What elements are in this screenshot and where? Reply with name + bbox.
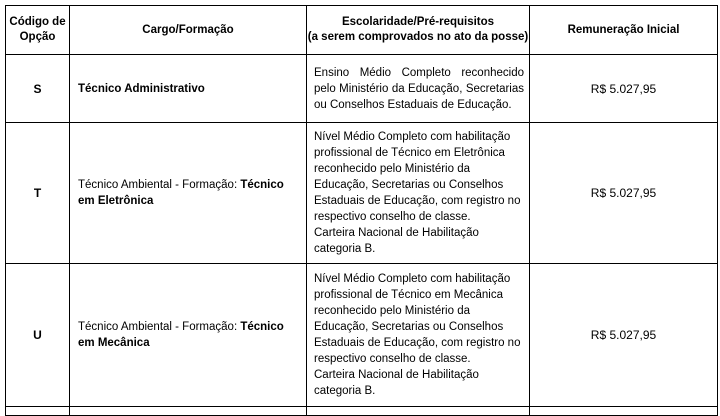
empty-cell xyxy=(6,407,70,416)
codigo-cell: U xyxy=(6,264,70,407)
positions-table xyxy=(5,5,718,416)
codigo-cell: S xyxy=(6,55,70,123)
escolaridade-text: Ensino Médio Completo reconhecido pelo Ministério da Educação, Secretarias ou Conselhos Estaduais de Educação. xyxy=(314,66,524,111)
escolaridade-cell xyxy=(307,264,530,407)
table-header-row xyxy=(6,6,718,55)
cargo-cell xyxy=(70,123,307,264)
cargo-cell xyxy=(70,55,307,123)
header-remuneracao: Remuneração Inicial xyxy=(530,6,718,55)
escolaridade-cell xyxy=(307,123,530,264)
empty-cell xyxy=(307,407,530,416)
cargo-prefix-text: Técnico Ambiental - Formação: xyxy=(78,179,241,191)
table-row-partial xyxy=(6,407,718,416)
escolaridade-cnh-text: Carteira Nacional de Habilitação categoria B. xyxy=(314,227,479,255)
header-escolaridade xyxy=(307,6,530,55)
escolaridade-cell xyxy=(307,55,530,123)
escolaridade-text: Nível Médio Completo com habilitação profissional de Técnico em Mecânica reconhecido pelo Ministério da Educação, Secretarias ou Conselhos Estaduais de Educação, com registro no respectivo conselho de classe. xyxy=(314,273,521,365)
remuneracao-cell: R$ 5.027,95 xyxy=(530,264,718,407)
cargo-bold-text: Técnico em Eletrônica xyxy=(78,179,284,207)
cargo-prefix-text: Técnico Ambiental - Formação: xyxy=(78,321,241,333)
escolaridade-cnh-text: Carteira Nacional de Habilitação categoria B. xyxy=(314,369,479,397)
empty-cell xyxy=(70,407,307,416)
cargo-cell xyxy=(70,264,307,407)
codigo-cell: T xyxy=(6,123,70,264)
header-codigo xyxy=(6,6,70,55)
table-row xyxy=(6,123,718,264)
empty-cell xyxy=(530,407,718,416)
table-row xyxy=(6,55,718,123)
header-escolaridade-note: (a serem comprovados no ato da posse) xyxy=(307,31,529,43)
remuneracao-cell: R$ 5.027,95 xyxy=(530,55,718,123)
header-codigo-label: Código de Opção xyxy=(9,16,66,43)
cargo-bold-text: Técnico em Mecânica xyxy=(78,321,284,349)
cargo-bold-text: Técnico Administrativo xyxy=(78,82,205,95)
table-row xyxy=(6,264,718,407)
remuneracao-cell: R$ 5.027,95 xyxy=(530,123,718,264)
header-escolaridade-title: Escolaridade/Pré-requisitos xyxy=(341,16,495,28)
escolaridade-text: Nível Médio Completo com habilitação profissional de Técnico em Eletrônica reconhecido pelo Ministério da Educação, Secretarias ou Conselhos Estaduais de Educação, com registro no respectivo conselho de classe. xyxy=(314,131,521,223)
header-cargo: Cargo/Formação xyxy=(70,6,307,55)
